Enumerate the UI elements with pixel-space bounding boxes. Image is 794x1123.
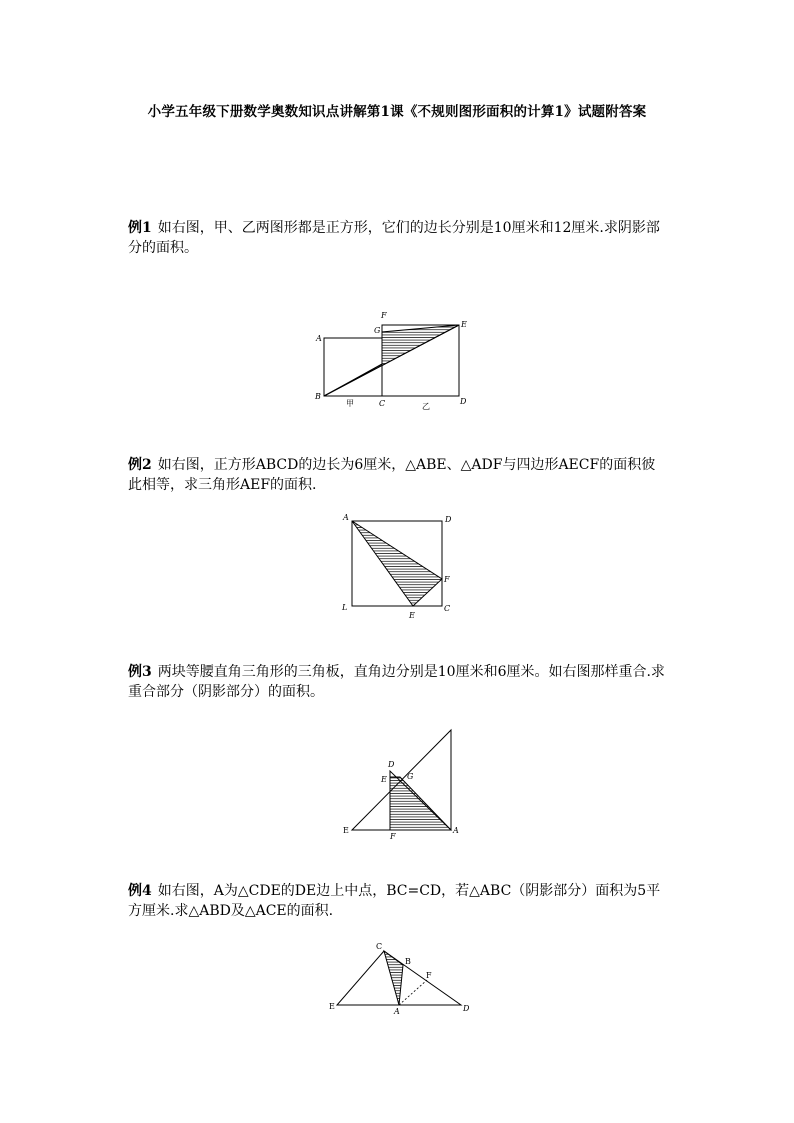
problem-2-label: 例2 bbox=[128, 457, 152, 473]
label-d: D bbox=[463, 1004, 470, 1013]
problem-1-label: 例1 bbox=[128, 220, 152, 236]
label-d: D bbox=[445, 515, 452, 524]
label-b: B bbox=[405, 957, 411, 966]
triangle-abc bbox=[384, 951, 403, 1005]
figure-3 bbox=[340, 722, 470, 842]
problem-4 bbox=[128, 881, 668, 921]
label-a: A bbox=[343, 513, 349, 522]
shaded-overlap bbox=[390, 777, 451, 830]
label-d: D bbox=[388, 760, 395, 769]
label-g: G bbox=[374, 326, 381, 335]
label-f: F bbox=[390, 832, 396, 841]
label-e2: E bbox=[343, 826, 349, 835]
figure-1 bbox=[300, 305, 490, 415]
label-f: F bbox=[381, 311, 387, 320]
problem-2 bbox=[128, 455, 668, 495]
label-g: G bbox=[407, 772, 414, 781]
label-c: C bbox=[376, 942, 383, 951]
label-b: B bbox=[315, 392, 321, 401]
document-title: 小学五年级下册数学奥数知识点讲解第1课《不规则图形面积的计算1》试题附答案 bbox=[147, 104, 647, 120]
problem-4-text: 如右图，A为△CDE的DE边上中点，BC=CD，若△ABC（阴影部分）面积为5平方厘米.求△ABD及△ACE的面积. bbox=[128, 883, 661, 919]
problem-3-text: 两块等腰直角三角形的三角板，直角边分别是10厘米和6厘米。如右图那样重合.求重合部分（阴影部分）的面积。 bbox=[128, 664, 665, 700]
label-e: E bbox=[329, 1002, 335, 1011]
figure-2 bbox=[335, 508, 465, 623]
problem-2-text: 如右图，正方形ABCD的边长为6厘米，△ABE、△ADF与四边形AECF的面积彼此相等，求三角形AEF的面积. bbox=[128, 457, 656, 493]
label-jia: 甲 bbox=[346, 399, 354, 408]
label-b: L bbox=[342, 603, 348, 612]
label-c: C bbox=[444, 604, 451, 613]
figure-4 bbox=[325, 940, 485, 1020]
triangle-aef bbox=[352, 521, 442, 606]
problem-4-label: 例4 bbox=[128, 883, 152, 899]
label-e: E bbox=[461, 320, 467, 329]
line-af bbox=[399, 980, 427, 1005]
square-jia bbox=[324, 338, 382, 396]
label-yi: 乙 bbox=[422, 402, 430, 411]
problem-3 bbox=[128, 662, 668, 702]
label-f: F bbox=[426, 971, 432, 980]
label-a: A bbox=[453, 826, 459, 835]
problem-1 bbox=[128, 218, 668, 258]
problem-1-text: 如右图，甲、乙两图形都是正方形，它们的边长分别是10厘米和12厘米.求阴影部分的面积。 bbox=[128, 220, 660, 256]
label-d: D bbox=[460, 397, 467, 406]
label-c: C bbox=[379, 399, 386, 408]
label-a: A bbox=[394, 1007, 400, 1016]
label-e: E bbox=[381, 775, 387, 784]
problem-3-label: 例3 bbox=[128, 664, 152, 680]
label-f: F bbox=[444, 575, 450, 584]
label-e: E bbox=[409, 611, 415, 620]
label-a: A bbox=[316, 334, 322, 343]
